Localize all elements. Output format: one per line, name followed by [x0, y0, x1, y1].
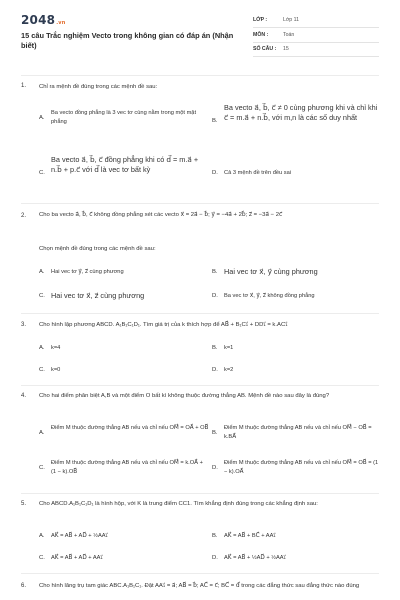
- option-letter: B.: [212, 430, 218, 436]
- option-text: Ba vec tơ x⃗, y⃗, z⃗ không đồng phẳng: [224, 293, 315, 299]
- option-letter: A.: [39, 533, 45, 539]
- option-letter: B.: [212, 269, 218, 275]
- option-text: k=4: [51, 345, 61, 351]
- option-letter: A.: [39, 345, 45, 351]
- meta-label: MÔN :: [253, 32, 269, 38]
- divider: [21, 313, 379, 314]
- question-text: Cho hai điểm phân biệt A,B và một điểm O bất kì không thuộc đường thẳng AB. Mệnh đề nào sau đây là đúng?: [39, 393, 330, 399]
- option-text: Ba vecto a⃗, b⃗, c⃗ ≠ 0 cùng phương khi và chỉ khi c⃗ = m.a⃗ + n.b⃗, với m,n là các số duy nhất: [224, 103, 378, 122]
- divider: [21, 385, 379, 386]
- question-text: Chỉ ra mệnh đề đúng trong các mệnh đề sau:: [39, 84, 158, 90]
- meta-row-count: [253, 43, 379, 57]
- meta-row-subject: [253, 29, 379, 43]
- option-letter: A.: [39, 115, 45, 121]
- option-text: Điểm M thuộc đường thẳng AB nếu và chỉ nếu OM⃗ − OB⃗ = k.BA⃗: [224, 425, 372, 440]
- option-text: AK⃗ = AB⃗ + AD⃗ + AA₁⃗: [51, 555, 103, 561]
- divider: [21, 493, 379, 494]
- option-letter: B.: [212, 118, 218, 124]
- question-number: 3.: [21, 322, 27, 328]
- meta-label: SỐ CÂU :: [253, 46, 277, 52]
- question-number: 5.: [21, 501, 27, 507]
- logo-main-text: 2048: [21, 13, 56, 27]
- question-text: Cho ABCD.A₁B₁C₁D₁ là hình hộp, với K là trung điểm CC1. Tìm khẳng định đúng trong các khẳng định sau:: [39, 501, 318, 507]
- option-text: Ba vecto đồng phẳng là 3 vec tơ cùng nằm trong một mặt phẳng: [51, 110, 197, 125]
- divider: [21, 573, 379, 574]
- option-text: k=1: [224, 345, 234, 351]
- question-number: 4.: [21, 393, 27, 399]
- option-letter: C.: [39, 465, 45, 471]
- option-text: k=2: [224, 367, 234, 373]
- meta-value: Lớp 11: [283, 17, 299, 23]
- divider: [21, 203, 379, 204]
- option-text: Điểm M thuộc đường thẳng AB nếu và chỉ nếu OM⃗ = OA⃗ + OB⃗: [51, 425, 209, 431]
- option-text: Điểm M thuộc đường thẳng AB nếu và chỉ nếu OM⃗ = OB⃗ = (1 − k).OA⃗: [224, 460, 379, 475]
- option-text: Hai vec tơ y⃗, z⃗ cùng phương: [51, 269, 124, 275]
- question-instruction: Chọn mệnh đề đúng trong các mệnh đề sau:: [39, 246, 156, 252]
- option-text: k=0: [51, 367, 61, 373]
- option-letter: D.: [212, 555, 218, 561]
- option-letter: C.: [39, 170, 45, 176]
- option-text: AK⃗ = AB⃗ + AD⃗ + ½AA₁⃗: [51, 533, 108, 539]
- meta-row-class: [253, 14, 379, 28]
- site-logo[interactable]: [21, 13, 66, 27]
- option-text: Cả 3 mệnh đề trên đều sai: [224, 170, 292, 176]
- option-text: Hai vec tơ x⃗, z⃗ cùng phương: [51, 291, 145, 300]
- option-letter: A.: [39, 430, 45, 436]
- question-text: Cho ba vecto a⃗, b⃗, c⃗ không đồng phẳng xét các vecto x⃗ = 2a⃗ − b⃗; y⃗ = −4a⃗ + 2b⃗; z⃗ = −3a⃗ − 2c⃗: [39, 212, 283, 218]
- question-number: 1.: [21, 83, 27, 89]
- question-text: Cho hình lăng trụ tam giác ABC.A₁B₁C₁. Đặt AA₁⃗ = a⃗; AB⃗ = b⃗; AC⃗ = c⃗; BC⃗ = d⃗ trong các đẳng thức sau đẳng thức nào đúng: [39, 583, 360, 589]
- option-letter: B.: [212, 533, 218, 539]
- divider: [21, 75, 379, 76]
- meta-value: 15: [283, 46, 289, 52]
- option-letter: C.: [39, 293, 45, 299]
- option-text: AK⃗ = AB⃗ + ½AD⃗ + ½AA₁⃗: [224, 555, 286, 561]
- option-text: Điểm M thuộc đường thẳng AB nếu và chỉ nếu OM⃗ = k.OA⃗ + (1 − k).OB⃗: [51, 460, 203, 475]
- option-letter: B.: [212, 345, 218, 351]
- meta-label: LỚP :: [253, 17, 268, 23]
- option-letter: D.: [212, 465, 218, 471]
- question-text: Cho hình lập phương ABCD. A₁B₁C₁D₁. Tìm giá trị của k thích hợp để AB⃗ + B₁C₁⃗ + DD₁⃗ = k.AC₁⃗: [39, 322, 288, 328]
- option-letter: D.: [212, 367, 218, 373]
- meta-value: Toán: [283, 32, 295, 38]
- option-letter: C.: [39, 367, 45, 373]
- option-letter: D.: [212, 170, 218, 176]
- option-letter: C.: [39, 555, 45, 561]
- question-number: 2.: [21, 213, 27, 219]
- option-letter: D.: [212, 293, 218, 299]
- question-number: 6.: [21, 583, 27, 589]
- logo-suffix-text: .vn: [56, 20, 66, 26]
- document-title: 15 câu Trắc nghiệm Vecto trong không gian có đáp án (Nhận biết): [21, 31, 234, 50]
- option-text: AK⃗ = AB⃗ + BC⃗ + AA₁⃗: [224, 533, 276, 539]
- option-letter: A.: [39, 269, 45, 275]
- option-text: Hai vec tơ x⃗, y⃗ cùng phương: [224, 267, 318, 276]
- option-text: Ba vecto a⃗, b⃗, c⃗ đồng phẳng khi có d⃗ = m.a⃗ + n.b⃗ + p.c⃗ với d⃗ là vec tơ bất kỳ: [51, 155, 199, 174]
